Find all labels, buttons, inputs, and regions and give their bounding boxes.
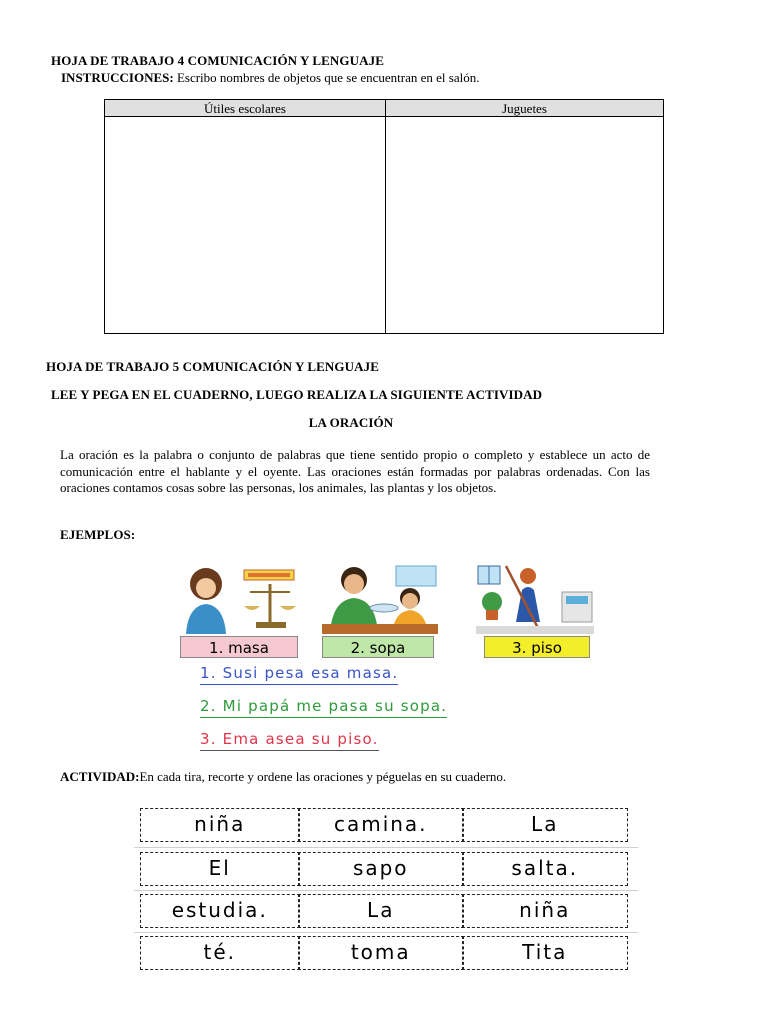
activity-label: ACTIVIDAD: (60, 769, 140, 784)
strip-divider (134, 890, 638, 891)
table-header-toys: Juguetes (386, 100, 663, 117)
word-card[interactable]: La (462, 808, 628, 842)
word-card[interactable]: salta. (462, 852, 628, 886)
ws4-instructions (61, 70, 479, 86)
section-title: LA ORACIÓN (308, 415, 394, 430)
word-card[interactable]: niña (462, 894, 628, 928)
sentence-strip-1[interactable] (140, 808, 626, 842)
example-sentence-1: 1. Susi pesa esa masa. (200, 664, 398, 685)
examples-illustration (178, 562, 602, 758)
table-cell-school-supplies[interactable] (105, 117, 386, 333)
word-card[interactable]: niña (140, 808, 300, 842)
example-sentence-3: 3. Ema asea su piso. (200, 730, 379, 751)
scale-vendor-illustration (178, 562, 296, 634)
family-meal-illustration (320, 562, 438, 634)
examples-label: EJEMPLOS: (60, 527, 136, 542)
ws4-instructions-text: Escribo nombres de objetos que se encuentran en el salón. (173, 70, 480, 85)
word-card[interactable]: camina. (298, 808, 464, 842)
strip-divider (134, 847, 638, 848)
table-cell-toys[interactable] (386, 117, 663, 333)
activity-strips (134, 800, 638, 972)
objects-table (104, 99, 664, 334)
example-card-1: 1. masa (180, 636, 298, 658)
word-card[interactable]: Tita (462, 936, 628, 970)
definition-paragraph: La oración es la palabra o conjunto de palabras que tiene sentido propio o completo y establece un acto de comunicación entre el hablante y el oyente. Las oraciones están formadas por palabras ordenadas. Con las oraciones contamos cosas sobre las personas, los animales, las plantas y los objetos. (60, 447, 650, 495)
ws4-instructions-label: INSTRUCCIONES: (61, 70, 174, 85)
example-sentence-2: 2. Mi papá me pasa su sopa. (200, 697, 447, 718)
ws5-title: HOJA DE TRABAJO 5 COMUNICACIÓN Y LENGUAJE (46, 359, 379, 374)
activity-text: En cada tira, recorte y ordene las oraciones y péguelas en su cuaderno. (139, 769, 507, 784)
cleaning-floor-illustration (476, 562, 594, 634)
ws5-subtitle: LEE Y PEGA EN EL CUADERNO, LUEGO REALIZA LA SIGUIENTE ACTIVIDAD (51, 387, 543, 402)
example-card-3: 3. piso (484, 636, 590, 658)
example-card-2: 2. sopa (322, 636, 434, 658)
ws4-title: HOJA DE TRABAJO 4 COMUNICACIÓN Y LENGUAJE (51, 53, 384, 68)
sentence-strip-3[interactable] (140, 894, 626, 928)
sentence-strip-4[interactable] (140, 936, 626, 970)
sentence-strip-2[interactable] (140, 852, 626, 886)
word-card[interactable]: estudia. (140, 894, 300, 928)
word-card[interactable]: té. (140, 936, 300, 970)
table-header-school-supplies: Útiles escolares (105, 100, 386, 117)
strip-divider (134, 932, 638, 933)
word-card[interactable]: sapo (298, 852, 464, 886)
word-card[interactable]: El (140, 852, 300, 886)
word-card[interactable]: La (298, 894, 464, 928)
activity-instructions (60, 769, 506, 785)
word-card[interactable]: toma (298, 936, 464, 970)
